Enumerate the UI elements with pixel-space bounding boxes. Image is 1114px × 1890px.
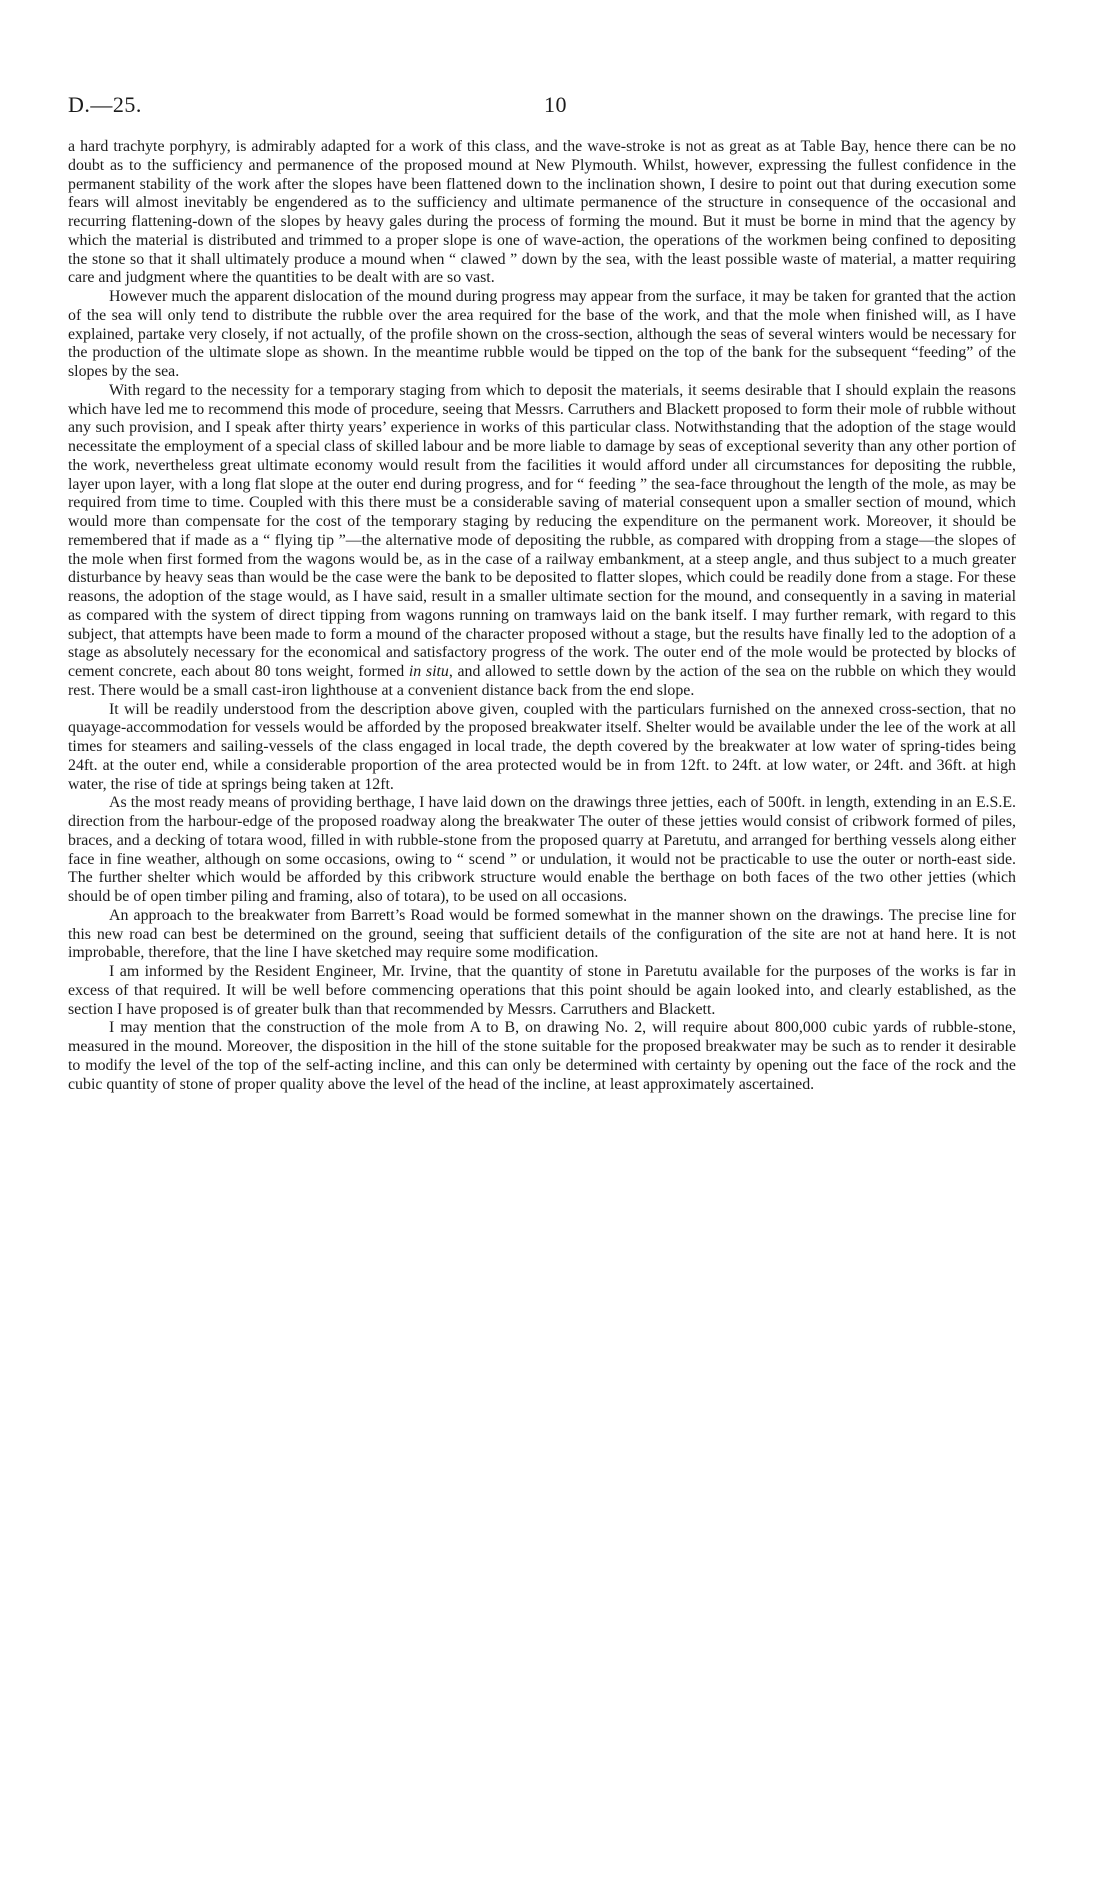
page-number: 10 — [544, 92, 567, 117]
body-text — [68, 138, 1016, 1094]
paragraph-3-text: With regard to the necessity for a temporary staging from which to deposit the materials, it seems desirable that I should explain the reasons which have led me to recommend this mode of procedure, seeing that Messrs. Carruthers and Blackett proposed to form their mole of rubble without any such provision, and I speak after thirty years’ experience in works of this particular class. Notwithstanding that the adoption of the stage would necessitate the employment of a special class of skilled labour and be more liable to damage by seas of exceptional severity than any other portion of the work, nevertheless great ultimate economy would result from the facilities it would afford under all circumstances for depositing the rubble, layer upon layer, with a long flat slope at the outer end during progress, and for “ feeding ” the sea-face throughout the length of the mole, as may be required from time to time. Coupled with this there must be a considerable saving of material consequent upon a smaller section of mound, which would more than compensate for the cost of the temporary staging by reducing the expenditure on the permanent work. Moreover, it should be remembered that if made as a “ flying tip ”—the alternative mode of depositing the rubble, as compared with dropping from a stage—the slopes of the mole when first formed from the wagons would be, as in the case of a railway embankment, at a steep angle, and thus subject to a much greater disturbance by heavy seas than would be the case were the bank to be deposited to flatter slopes, which could be readily done from a stage. For these reasons, the adoption of the stage would, as I have said, result in a smaller ultimate section for the mound, and consequently in a saving in material as compared with the system of direct tipping from wagons running on tramways laid on the bank itself. I may further remark, with regard to this subject, that attempts have been made to form a mound of the character proposed without a stage, but the results have finally led to the adoption of a stage as absolutely necessary for the economical and satisfactory progress of the work. The outer end of the mole would be protected by blocks of cement concrete, each about 80 tons weight, formed — [68, 381, 1016, 680]
paragraph-8: I may mention that the construction of the mole from A to B, on drawing No. 2, will require about 800,000 cubic yards of rubble-stone, measured in the mound. Moreover, the disposition in the hill of the stone suitable for the proposed breakwater may be such as to render it desirable to modify the level of the top of the self-acting incline, and this can only be determined with certainty by opening out the face of the rock and the cubic quantity of stone of proper quality above the level of the head of the incline, at least approximately ascertained. — [68, 1019, 1016, 1093]
document-reference: D.—25. — [68, 92, 142, 117]
paragraph-1: a hard trachyte porphyry, is admirably adapted for a work of this class, and the wave-stroke is not as great as at Table Bay, hence there can be no doubt as to the sufficiency and permanence of the proposed mound at New Plymouth. Whilst, however, expressing the fullest confidence in the permanent stability of the work after the slopes have been flattened down to the inclination shown, I desire to point out that during execution some fears will almost inevitably be engendered as to the sufficiency and ultimate permanence of the structure in consequence of the occasional and recurring flattening-down of the slopes by heavy gales during the process of forming the mound. But it must be borne in mind that the agency by which the material is distributed and trimmed to a proper slope is one of wave-action, the operations of the workmen being confined to depositing the stone so that it shall ultimately produce a mound when “ clawed ” down by the sea, with the least possible waste of material, a matter requiring care and judgment where the quantities to be dealt with are so vast. — [68, 138, 1016, 287]
paragraph-4: It will be readily understood from the description above given, coupled with the particulars furnished on the annexed cross-section, that no quayage-accommodation for vessels would be afforded by the proposed breakwater itself. Shelter would be available under the lee of the work at all times for steamers and sailing-vessels of the class engaged in local trade, the depth covered by the breakwater at low water of spring-tides being 24ft. at the outer end, while a considerable proportion of the area protected would be in from 12ft. to 24ft. at low water, or 24ft. and 36ft. at high water, the rise of tide at springs being taken at 12ft. — [68, 700, 1016, 793]
paragraph-2: However much the apparent dislocation of the mound during progress may appear from the surface, it may be taken for granted that the action of the sea will only tend to distribute the rubble over the area required for the base of the work, and that the mole when finished will, as I have explained, partake very closely, if not actually, of the profile shown on the cross-section, although the seas of several winters would be necessary for the production of the ultimate slope as shown. In the meantime rubble would be tipped on the top of the bank for the subsequent “feeding” of the slopes by the sea. — [68, 288, 1016, 380]
paragraph-3-tail: , and allowed to settle down by the action of the sea on the rubble on which they would rest. There would be a small cast-iron lighthouse at a convenient distance back from the end slope. — [68, 663, 1016, 699]
paragraph-3 — [68, 382, 1016, 701]
italic-phrase: in situ — [408, 663, 449, 680]
paragraph-5: As the most ready means of providing berthage, I have laid down on the drawings three jetties, each of 500ft. in length, extending in an E.S.E. direction from the harbour-edge of the proposed roadway along the breakwater The outer of these jetties would consist of cribwork formed of piles, braces, and a decking of totara wood, filled in with rubble-stone from the proposed quarry at Paretutu, and arranged for berthing vessels along either face in fine weather, although on some occasions, owing to “ scend ” or undulation, it would not be practicable to use the outer or north-east side. The further shelter which would be afforded by this cribwork structure would enable the berthage on both faces of the two other jetties (which should be of open timber piling and framing, also of totara), to be used on all occasions. — [68, 794, 1016, 905]
document-page — [68, 92, 1016, 1094]
paragraph-7: I am informed by the Resident Engineer, Mr. Irvine, that the quantity of stone in Paretutu available for the purposes of the works is far in excess of that required. It will be well before commencing operations that this point should be again looked into, and clearly established, as the section I have proposed is of greater bulk than that recommended by Messrs. Carruthers and Blackett. — [68, 963, 1016, 1018]
paragraph-6: An approach to the breakwater from Barrett’s Road would be formed somewhat in the manner shown on the drawings. The precise line for this new road can best be determined on the ground, seeing that sufficient details of the configuration of the site are not at hand here. It is not improbable, therefore, that the line I have sketched may require some modification. — [68, 906, 1016, 962]
page-header — [68, 92, 1016, 124]
